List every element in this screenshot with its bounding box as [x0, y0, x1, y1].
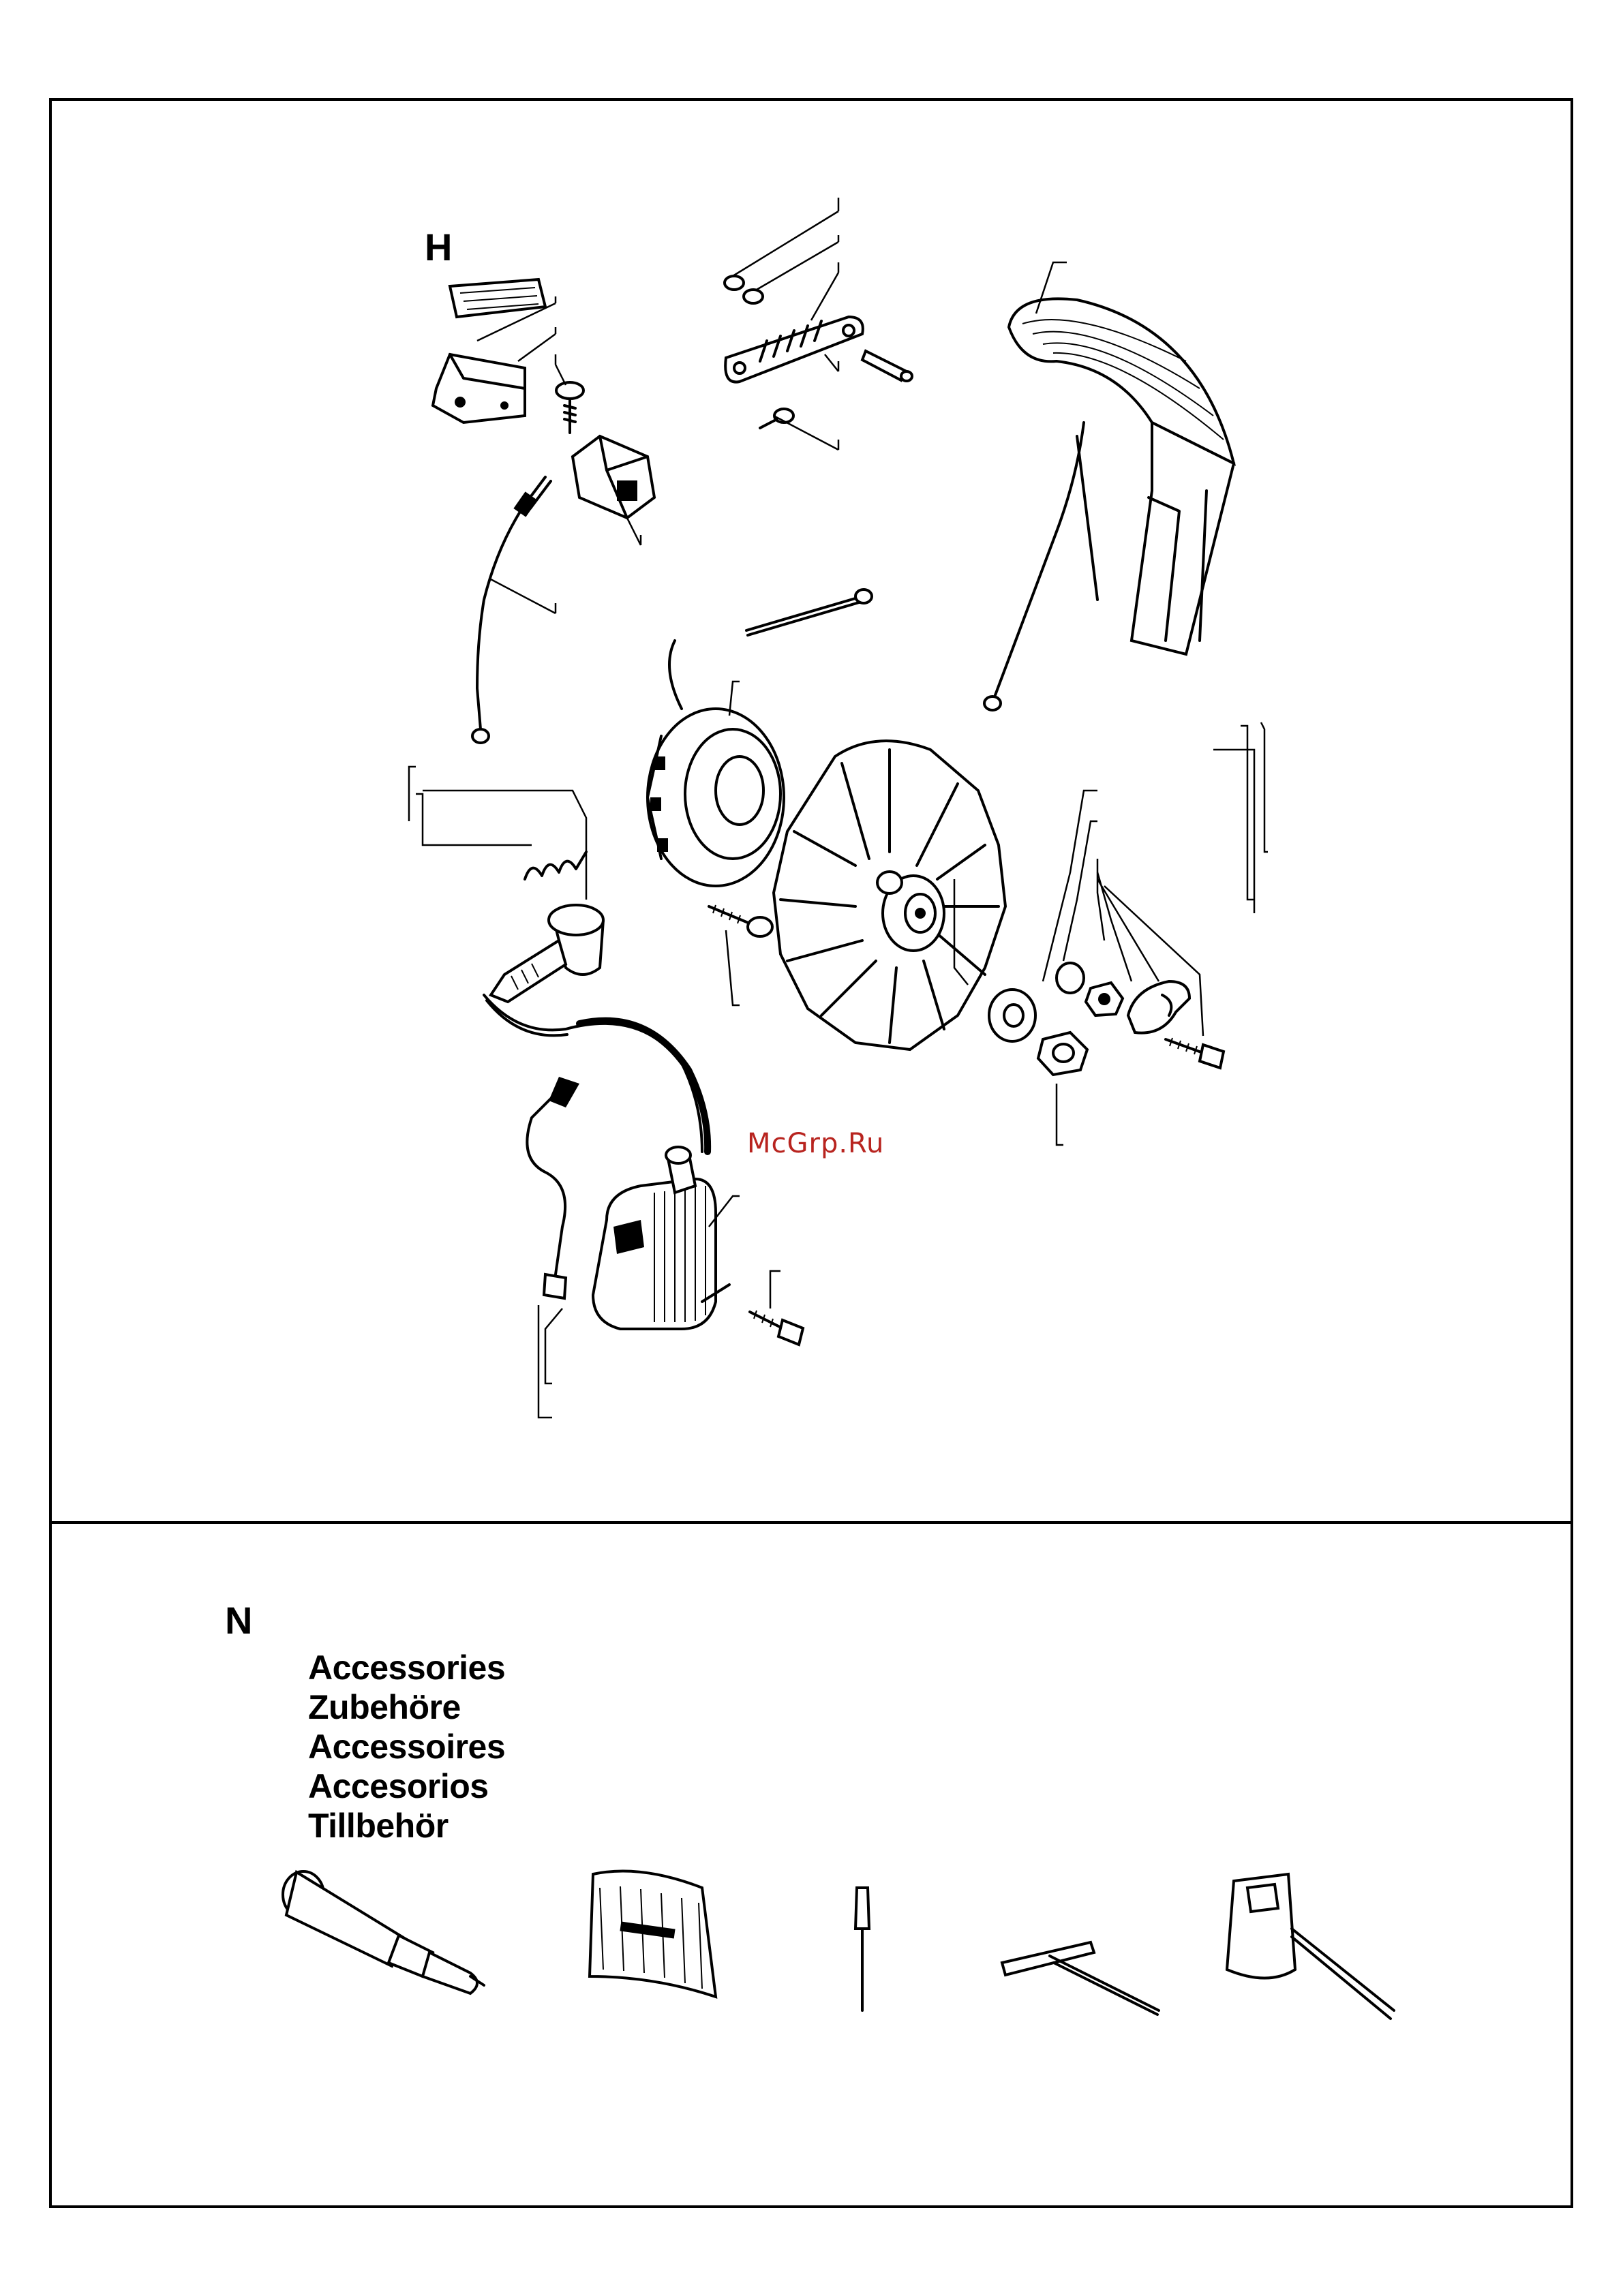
watermark: McGrp.Ru	[747, 1128, 885, 1159]
section-letter-n: N	[225, 1599, 253, 1642]
accessories-title-en: Accessories	[308, 1649, 506, 1687]
t-wrench-tool	[995, 1935, 1172, 2017]
accessories-title-de: Zubehöre	[308, 1688, 461, 1726]
accessories-title-fr: Accessoires	[308, 1728, 506, 1766]
accessories-title-es: Accesorios	[308, 1767, 489, 1805]
section-letter-h: H	[425, 226, 453, 269]
accessories-title-sv: Tillbehör	[308, 1807, 449, 1845]
accessories-title-list	[308, 1648, 505, 1846]
screwdriver-tool	[849, 1881, 876, 2017]
grease-gun-tool	[276, 1864, 494, 2007]
combination-spanner-tool	[1213, 1867, 1404, 2038]
grease-bag-tool	[579, 1861, 723, 2010]
